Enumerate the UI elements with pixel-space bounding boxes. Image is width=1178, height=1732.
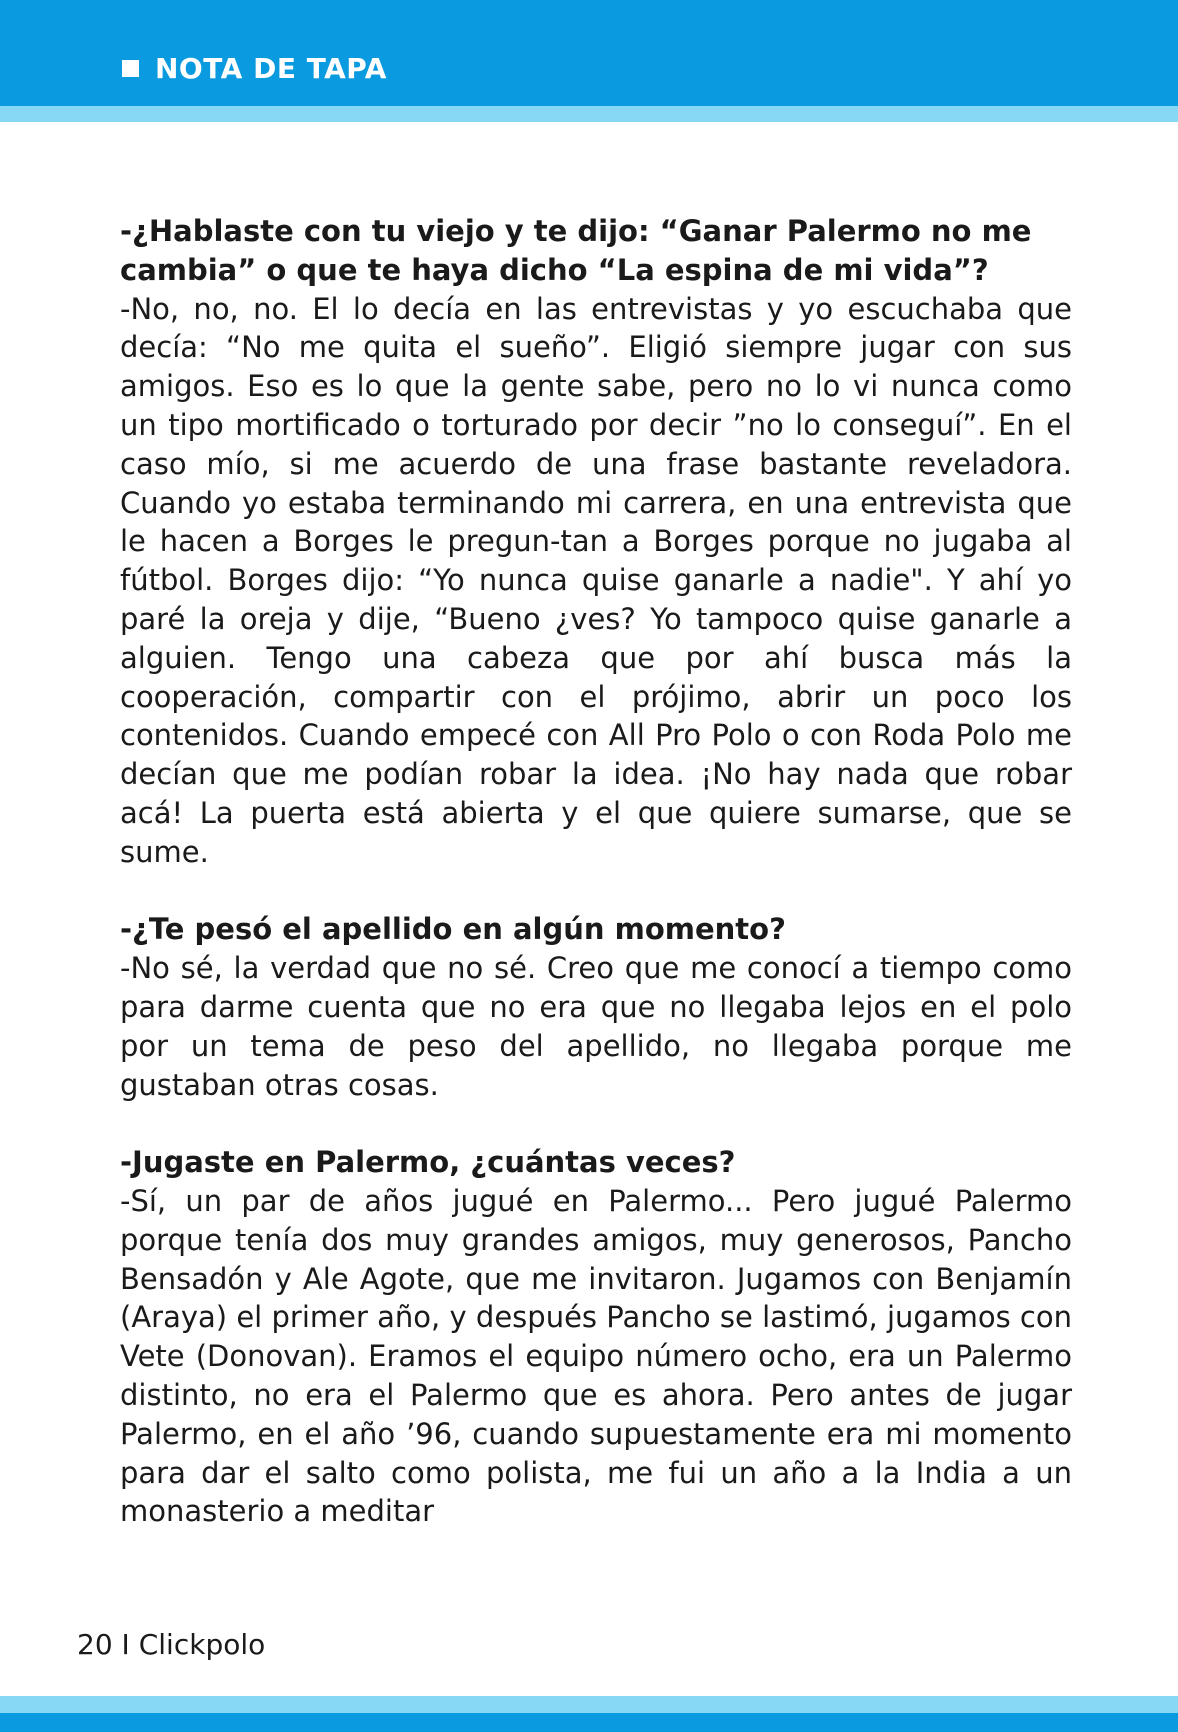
qa-block xyxy=(120,910,1072,1104)
question: -¿Hablaste con tu viejo y te dijo: “Ganar Palermo no me cambia” o que te haya dicho “La espina de mi vida”? xyxy=(120,214,1032,287)
article-body xyxy=(120,212,1072,1570)
qa-block xyxy=(120,1143,1072,1531)
answer: -Sí, un par de años jugué en Palermo... Pero jugué Palermo porque tenía dos muy grandes amigos, muy generosos, Pancho Bensadón y Ale Agote, que me invitaron. Jugamos con Benjamín (Araya) el primer año, y después Pancho se lastimó, jugamos con Vete (Donovan). Eramos el equipo número ocho, era un Palermo distinto, no era el Palermo que es ahora. Pero antes de jugar Palermo, en el año ’96, cuando supuestamente era mi momento para dar el salto como polista, me fui un año a la India a un monasterio a meditar xyxy=(120,1183,1072,1529)
qa-block xyxy=(120,212,1072,872)
footer-stripe xyxy=(0,1696,1178,1713)
publication-name: Clickpolo xyxy=(138,1628,266,1661)
square-bullet-icon xyxy=(122,60,139,77)
footer-band xyxy=(0,1713,1178,1732)
section-label xyxy=(122,52,387,85)
question: -Jugaste en Palermo, ¿cuántas veces? xyxy=(120,1145,736,1180)
section-title: NOTA DE TAPA xyxy=(155,52,387,85)
header-stripe xyxy=(0,106,1178,122)
page-number: 20 xyxy=(77,1628,113,1661)
answer: -No, no, no. El lo decía en las entrevistas y yo escuchaba que decía: “No me quita el sueño”. Eligió siempre jugar con sus amigos. Eso es lo que la gente sabe, pero no lo vi nunca como un tipo mortificado o torturado por decir ”no lo conseguí”. En el caso mío, si me acuerdo de una frase bastante reveladora. Cuando yo estaba terminando mi carrera, en una entrevista que le hacen a Borges le pregun-tan a Borges porque no jugaba al fútbol. Borges dijo: “Yo nunca quise ganarle a nadie". Y ahí yo paré la oreja y dije, “Bueno ¿ves? Yo tampoco quise ganarle a alguien. Tengo una cabeza que por ahí busca más la cooperación, compartir con el prójimo, abrir un poco los contenidos. Cuando empecé con All Pro Polo o con Roda Polo me decían que me podían robar la idea. ¡No hay nada que robar acá! La puerta está abierta y el que quiere sumarse, que se sume. xyxy=(120,291,1072,869)
footer-separator: I xyxy=(121,1628,130,1661)
question: -¿Te pesó el apellido en algún momento? xyxy=(120,912,786,947)
page-footer xyxy=(77,1628,265,1661)
answer: -No sé, la verdad que no sé. Creo que me conocí a tiempo como para darme cuenta que no era que no llegaba lejos en el polo por un tema de peso del apellido, no llegaba porque me gustaban otras cosas. xyxy=(120,951,1072,1102)
